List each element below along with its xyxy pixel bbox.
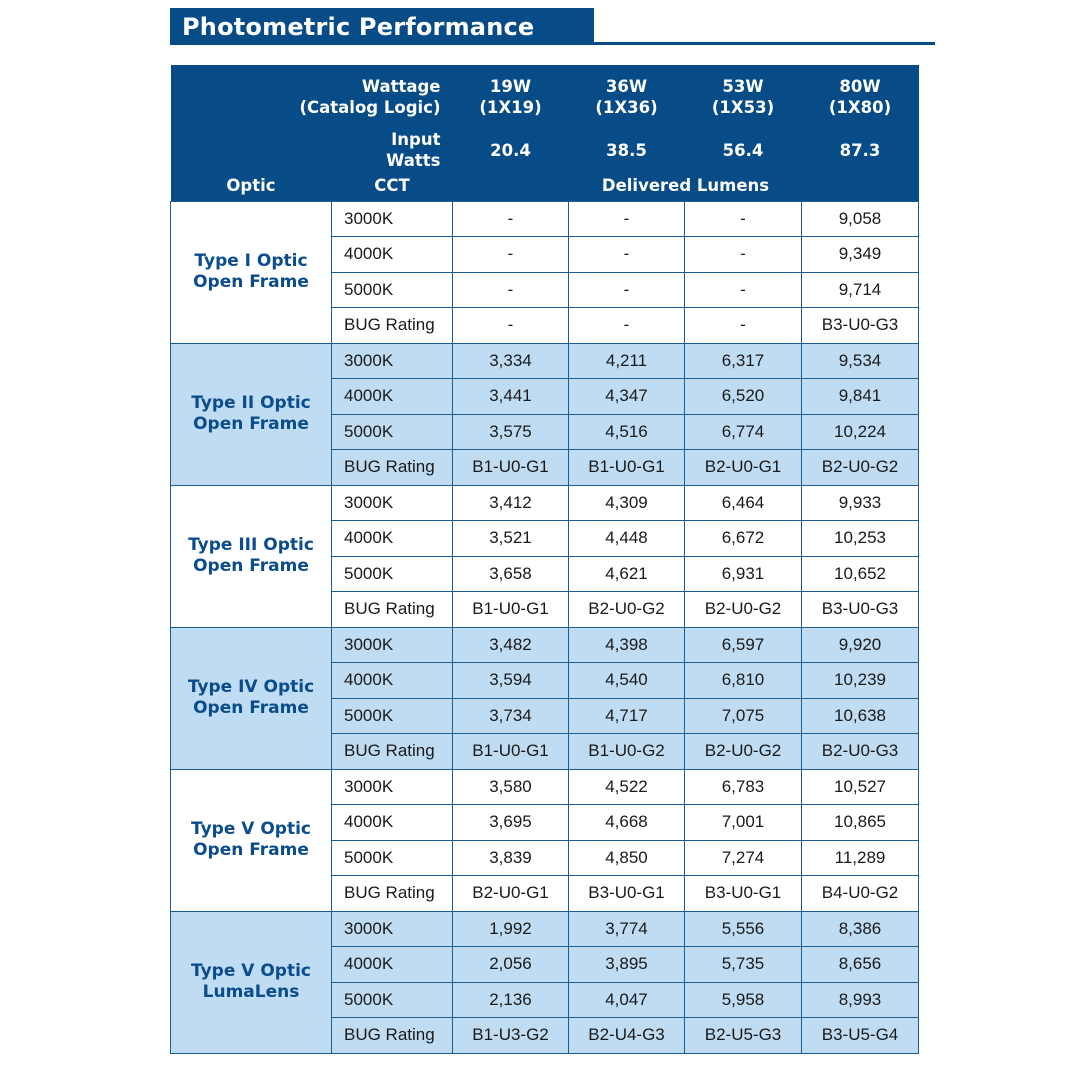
lumens-cell: 3,412 (453, 485, 569, 521)
lumens-cell: 3,774 (569, 911, 685, 947)
optic-label-line: Type V Optic (190, 819, 311, 839)
optic-label-line: LumaLens (202, 982, 300, 1002)
lumens-cell: B1-U3-G2 (453, 1018, 569, 1054)
lumens-cell: B3-U0-G1 (685, 876, 802, 912)
optic-label-line: Type IV Optic (187, 677, 315, 697)
wattage-value: 80W (839, 77, 881, 96)
cct-cell: BUG Rating (332, 308, 453, 344)
lumens-cell: - (569, 201, 685, 237)
cct-cell: 3000K (332, 485, 453, 521)
optic-column-header: Optic (171, 171, 332, 201)
lumens-cell: 9,933 (802, 485, 919, 521)
lumens-cell: 10,652 (802, 556, 919, 592)
optic-label-line: Type II Optic (191, 393, 311, 413)
wattage-value: 36W (605, 77, 648, 96)
lumens-cell: 3,521 (453, 521, 569, 557)
lumens-cell: 4,448 (569, 521, 685, 557)
lumens-cell: 3,441 (453, 379, 569, 415)
optic-label-line: Open Frame (193, 698, 309, 718)
lumens-cell: - (685, 201, 802, 237)
catalog-logic-value: (1X53) (711, 98, 775, 117)
lumens-cell: 7,001 (685, 805, 802, 841)
lumens-cell: 2,056 (453, 947, 569, 983)
cct-cell: 3000K (332, 911, 453, 947)
lumens-cell: 4,668 (569, 805, 685, 841)
lumens-cell: 5,735 (685, 947, 802, 983)
wattage-col-4 (802, 65, 919, 129)
table-row (171, 769, 919, 805)
lumens-cell: 8,656 (802, 947, 919, 983)
lumens-cell: 8,993 (802, 982, 919, 1018)
cct-cell: 5000K (332, 982, 453, 1018)
cct-column-header: CCT (332, 171, 453, 201)
title-underline (170, 42, 935, 45)
lumens-cell: - (453, 201, 569, 237)
photometric-table (170, 65, 919, 1054)
lumens-cell: B2-U5-G3 (685, 1018, 802, 1054)
lumens-cell: 3,658 (453, 556, 569, 592)
title-bar (170, 8, 594, 44)
lumens-cell: 4,398 (569, 627, 685, 663)
optic-label-line: Open Frame (193, 840, 309, 860)
lumens-cell: 3,575 (453, 414, 569, 450)
lumens-cell: - (685, 308, 802, 344)
lumens-cell: 3,695 (453, 805, 569, 841)
catalog-logic-value: (1X19) (479, 98, 542, 117)
cct-cell: 5000K (332, 414, 453, 450)
cct-cell: 5000K (332, 556, 453, 592)
lumens-cell: B1-U0-G1 (453, 450, 569, 486)
cct-cell: 3000K (332, 201, 453, 237)
lumens-cell: B2-U0-G2 (569, 592, 685, 628)
lumens-cell: 6,810 (685, 663, 802, 699)
cct-cell: 4000K (332, 237, 453, 273)
optic-label (171, 769, 332, 911)
table-row (171, 911, 919, 947)
cct-cell: 4000K (332, 663, 453, 699)
lumens-cell: 6,931 (685, 556, 802, 592)
cct-cell: 3000K (332, 343, 453, 379)
column-label-row (171, 171, 919, 201)
lumens-cell: 9,534 (802, 343, 919, 379)
cct-cell: 4000K (332, 521, 453, 557)
catalog-logic-value: (1X36) (595, 98, 658, 117)
optic-label-line: Type I Optic (194, 251, 308, 271)
table-body (171, 201, 919, 1053)
lumens-cell: 7,075 (685, 698, 802, 734)
delivered-lumens-header: Delivered Lumens (453, 171, 919, 201)
lumens-cell: B2-U0-G3 (802, 734, 919, 770)
optic-label (171, 343, 332, 485)
optic-label-line: Type V Optic (190, 961, 311, 981)
lumens-cell: 6,597 (685, 627, 802, 663)
lumens-cell: 4,047 (569, 982, 685, 1018)
lumens-cell: 4,522 (569, 769, 685, 805)
lumens-cell: 4,309 (569, 485, 685, 521)
lumens-cell: 9,058 (802, 201, 919, 237)
lumens-cell: B2-U0-G2 (685, 734, 802, 770)
lumens-cell: - (685, 272, 802, 308)
lumens-cell: 9,920 (802, 627, 919, 663)
input-watts-value: 87.3 (802, 129, 919, 171)
lumens-cell: B3-U0-G3 (802, 592, 919, 628)
lumens-cell: 7,274 (685, 840, 802, 876)
table-row (171, 485, 919, 521)
lumens-cell: 4,540 (569, 663, 685, 699)
lumens-cell: 9,841 (802, 379, 919, 415)
cct-cell: 5000K (332, 698, 453, 734)
lumens-cell: 10,865 (802, 805, 919, 841)
lumens-cell: 10,224 (802, 414, 919, 450)
lumens-cell: 10,253 (802, 521, 919, 557)
input-watts-value: 20.4 (453, 129, 569, 171)
cct-cell: 5000K (332, 272, 453, 308)
lumens-cell: B2-U0-G1 (453, 876, 569, 912)
lumens-cell: 6,774 (685, 414, 802, 450)
cct-cell: BUG Rating (332, 1018, 453, 1054)
lumens-cell: 6,520 (685, 379, 802, 415)
lumens-cell: - (453, 308, 569, 344)
lumens-cell: B1-U0-G1 (569, 450, 685, 486)
page-title: Photometric Performance (182, 13, 535, 41)
lumens-cell: 9,349 (802, 237, 919, 273)
wattage-value: 53W (722, 77, 764, 96)
input-watts-value: 38.5 (569, 129, 685, 171)
optic-label-line: Open Frame (193, 414, 309, 434)
lumens-cell: - (453, 272, 569, 308)
lumens-cell: 9,714 (802, 272, 919, 308)
lumens-cell: B1-U0-G1 (453, 592, 569, 628)
lumens-cell: 3,580 (453, 769, 569, 805)
lumens-cell: 4,516 (569, 414, 685, 450)
input-watts-value: 56.4 (685, 129, 802, 171)
cct-cell: BUG Rating (332, 592, 453, 628)
lumens-cell: 4,621 (569, 556, 685, 592)
lumens-cell: B3-U0-G3 (802, 308, 919, 344)
input-watts-row (171, 129, 919, 171)
catalog-logic-value: (1X80) (828, 98, 892, 117)
header-blank-cell (171, 129, 332, 171)
optic-label (171, 911, 332, 1053)
lumens-cell: 3,895 (569, 947, 685, 983)
cct-cell: 3000K (332, 627, 453, 663)
table-row (171, 627, 919, 663)
wattage-col-2 (569, 65, 685, 129)
wattage-col-1 (453, 65, 569, 129)
lumens-cell: - (685, 237, 802, 273)
optic-label (171, 485, 332, 627)
lumens-cell: B2-U0-G2 (685, 592, 802, 628)
lumens-cell: 5,556 (685, 911, 802, 947)
lumens-cell: 4,717 (569, 698, 685, 734)
wattage-header-row (171, 65, 919, 129)
lumens-cell: - (569, 308, 685, 344)
table-row (171, 201, 919, 237)
lumens-cell: 11,289 (802, 840, 919, 876)
lumens-cell: 10,638 (802, 698, 919, 734)
lumens-cell: 3,334 (453, 343, 569, 379)
cct-cell: BUG Rating (332, 876, 453, 912)
optic-label-line: Open Frame (193, 556, 309, 576)
optic-label (171, 201, 332, 343)
lumens-cell: B3-U0-G1 (569, 876, 685, 912)
cct-cell: 5000K (332, 840, 453, 876)
lumens-cell: 1,992 (453, 911, 569, 947)
lumens-cell: B3-U5-G4 (802, 1018, 919, 1054)
lumens-cell: 4,347 (569, 379, 685, 415)
wattage-label-line2: (Catalog Logic) (299, 98, 441, 117)
cct-cell: BUG Rating (332, 734, 453, 770)
wattage-value: 19W (489, 77, 532, 96)
lumens-cell: 4,211 (569, 343, 685, 379)
lumens-cell: 6,464 (685, 485, 802, 521)
wattage-col-3 (685, 65, 802, 129)
lumens-cell: 3,594 (453, 663, 569, 699)
lumens-cell: 3,839 (453, 840, 569, 876)
lumens-cell: 6,783 (685, 769, 802, 805)
lumens-cell: - (569, 272, 685, 308)
cct-cell: 4000K (332, 947, 453, 983)
lumens-cell: 10,239 (802, 663, 919, 699)
lumens-cell: 3,734 (453, 698, 569, 734)
cct-cell: 4000K (332, 805, 453, 841)
optic-label (171, 627, 332, 769)
cct-cell: 4000K (332, 379, 453, 415)
lumens-cell: 2,136 (453, 982, 569, 1018)
lumens-cell: - (453, 237, 569, 273)
wattage-label-line1: Wattage (361, 77, 441, 96)
lumens-cell: 5,958 (685, 982, 802, 1018)
input-watts-label: Input Watts (332, 129, 453, 171)
lumens-cell: 6,672 (685, 521, 802, 557)
cct-cell: 3000K (332, 769, 453, 805)
lumens-cell: B1-U0-G1 (453, 734, 569, 770)
optic-label-line: Open Frame (193, 272, 309, 292)
lumens-cell: B2-U0-G1 (685, 450, 802, 486)
lumens-cell: 3,482 (453, 627, 569, 663)
optic-label-line: Type III Optic (188, 535, 314, 555)
wattage-label (299, 65, 453, 129)
lumens-cell: B2-U0-G2 (802, 450, 919, 486)
lumens-cell: B1-U0-G2 (569, 734, 685, 770)
lumens-cell: 6,317 (685, 343, 802, 379)
lumens-cell: - (569, 237, 685, 273)
table-row (171, 343, 919, 379)
cct-cell: BUG Rating (332, 450, 453, 486)
lumens-cell: 10,527 (802, 769, 919, 805)
lumens-cell: B4-U0-G2 (802, 876, 919, 912)
lumens-cell: 8,386 (802, 911, 919, 947)
lumens-cell: B2-U4-G3 (569, 1018, 685, 1054)
lumens-cell: 4,850 (569, 840, 685, 876)
